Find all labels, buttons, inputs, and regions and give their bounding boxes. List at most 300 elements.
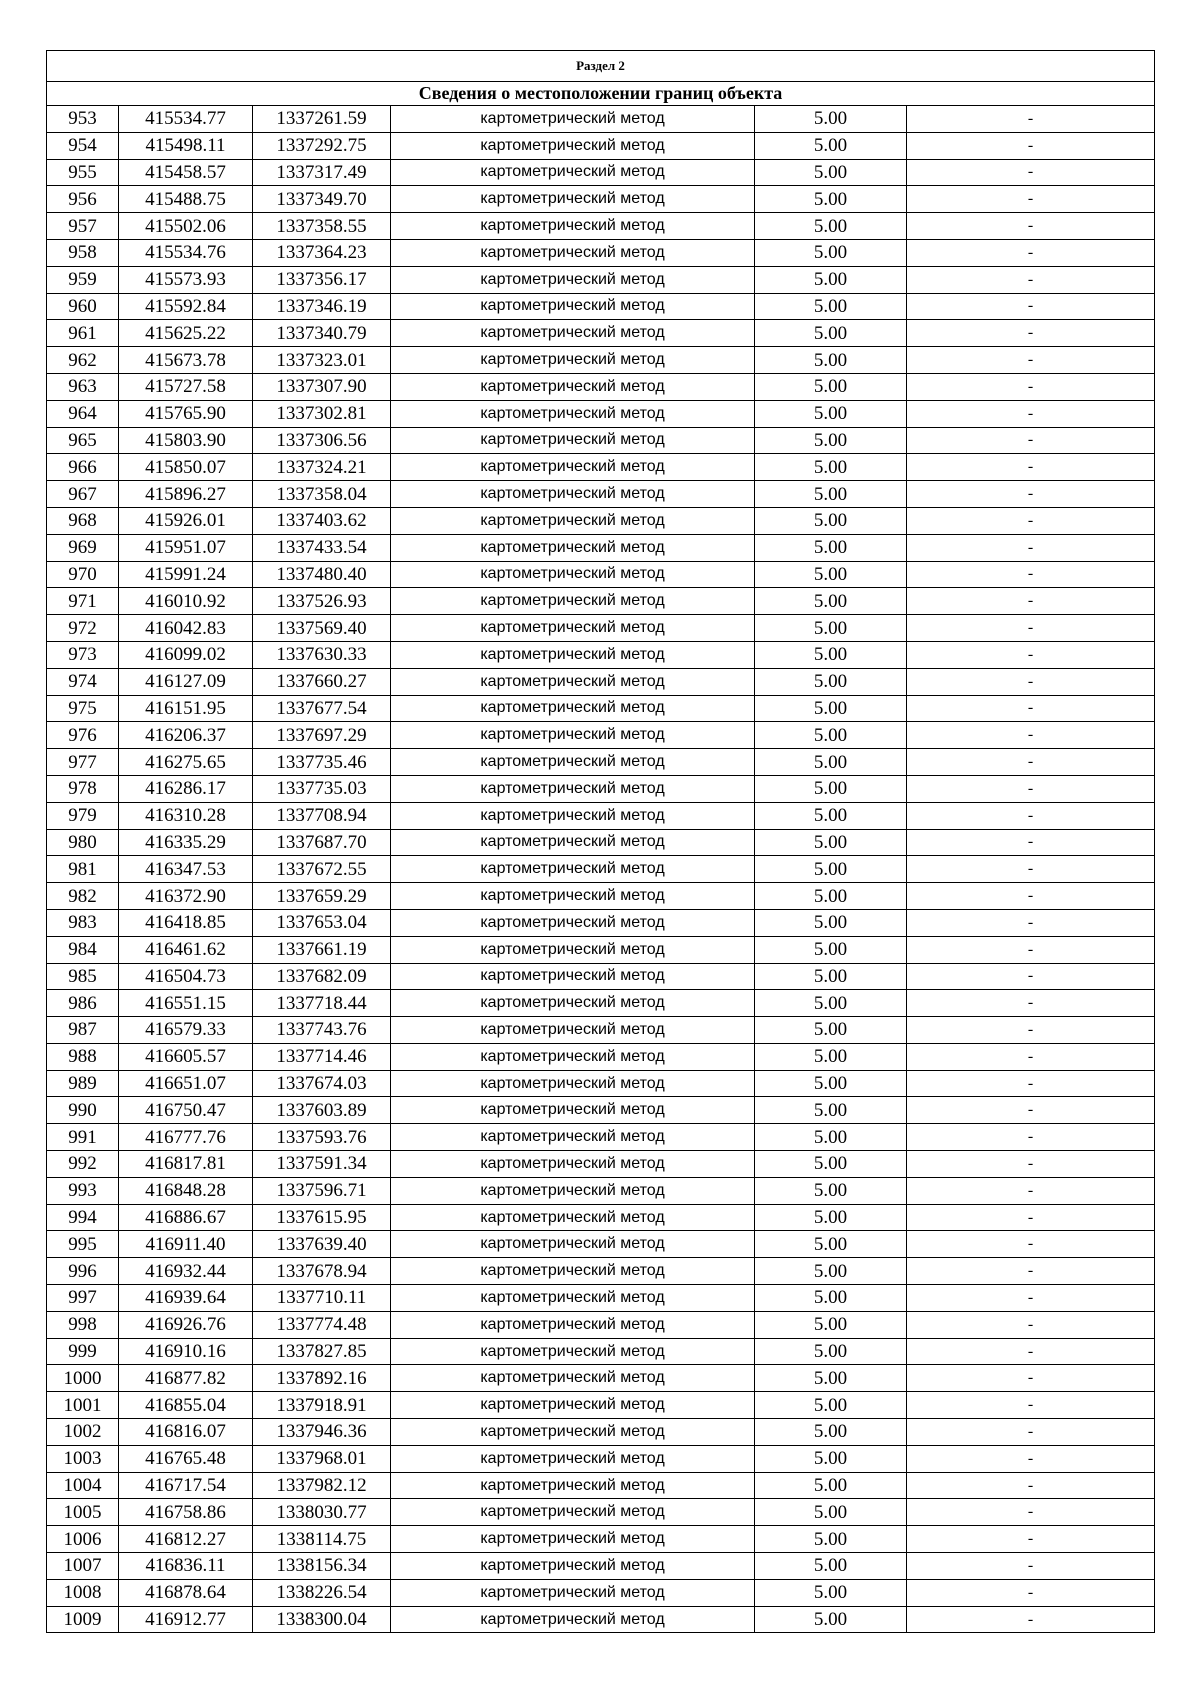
y-coordinate-cell: 1337659.29 [253,883,391,910]
x-coordinate-cell: 416717.54 [119,1472,253,1499]
x-coordinate-cell: 415803.90 [119,427,253,454]
accuracy-cell: 5.00 [755,963,907,990]
table-row [47,802,1155,829]
note-cell: - [907,1177,1155,1204]
point-number-cell: 1008 [47,1579,119,1606]
accuracy-cell: 5.00 [755,1204,907,1231]
y-coordinate-cell: 1337364.23 [253,239,391,266]
point-number-cell: 1007 [47,1553,119,1580]
point-number-cell: 986 [47,990,119,1017]
table-row [47,1285,1155,1312]
note-cell: - [907,883,1155,910]
accuracy-cell: 5.00 [755,1124,907,1151]
note-cell: - [907,106,1155,133]
y-coordinate-cell: 1337480.40 [253,561,391,588]
accuracy-cell: 5.00 [755,1392,907,1419]
point-number-cell: 974 [47,668,119,695]
accuracy-cell: 5.00 [755,1338,907,1365]
y-coordinate-cell: 1337674.03 [253,1070,391,1097]
point-number-cell: 956 [47,186,119,213]
note-cell: - [907,588,1155,615]
y-coordinate-cell: 1338030.77 [253,1499,391,1526]
note-cell: - [907,400,1155,427]
table-row [47,1419,1155,1446]
x-coordinate-cell: 415498.11 [119,132,253,159]
point-number-cell: 996 [47,1258,119,1285]
note-cell: - [907,1311,1155,1338]
x-coordinate-cell: 416765.48 [119,1445,253,1472]
accuracy-cell: 5.00 [755,1579,907,1606]
table-row [47,132,1155,159]
x-coordinate-cell: 416816.07 [119,1419,253,1446]
point-number-cell: 997 [47,1285,119,1312]
y-coordinate-cell: 1337687.70 [253,829,391,856]
method-cell: картометрический метод [391,1285,755,1312]
table-row [47,856,1155,883]
method-cell: картометрический метод [391,668,755,695]
y-coordinate-cell: 1337718.44 [253,990,391,1017]
y-coordinate-cell: 1337349.70 [253,186,391,213]
note-cell: - [907,159,1155,186]
table-title-row [47,82,1155,106]
point-number-cell: 960 [47,293,119,320]
point-number-cell: 994 [47,1204,119,1231]
point-number-cell: 991 [47,1124,119,1151]
x-coordinate-cell: 416911.40 [119,1231,253,1258]
accuracy-cell: 5.00 [755,1070,907,1097]
table-row [47,936,1155,963]
section-label: Раздел 2 [47,51,1155,82]
table-row [47,159,1155,186]
method-cell: картометрический метод [391,373,755,400]
point-number-cell: 977 [47,749,119,776]
y-coordinate-cell: 1337433.54 [253,534,391,561]
x-coordinate-cell: 416579.33 [119,1017,253,1044]
x-coordinate-cell: 416878.64 [119,1579,253,1606]
point-number-cell: 954 [47,132,119,159]
x-coordinate-cell: 416286.17 [119,775,253,802]
y-coordinate-cell: 1337569.40 [253,615,391,642]
note-cell: - [907,1499,1155,1526]
point-number-cell: 988 [47,1043,119,1070]
note-cell: - [907,239,1155,266]
x-coordinate-cell: 415534.77 [119,106,253,133]
y-coordinate-cell: 1337302.81 [253,400,391,427]
x-coordinate-cell: 416418.85 [119,909,253,936]
point-number-cell: 1005 [47,1499,119,1526]
method-cell: картометрический метод [391,615,755,642]
point-number-cell: 995 [47,1231,119,1258]
note-cell: - [907,132,1155,159]
method-cell: картометрический метод [391,695,755,722]
x-coordinate-cell: 415502.06 [119,213,253,240]
point-number-cell: 976 [47,722,119,749]
accuracy-cell: 5.00 [755,1445,907,1472]
table-row [47,588,1155,615]
note-cell: - [907,1124,1155,1151]
y-coordinate-cell: 1337714.46 [253,1043,391,1070]
note-cell: - [907,936,1155,963]
note-cell: - [907,1526,1155,1553]
point-number-cell: 1001 [47,1392,119,1419]
accuracy-cell: 5.00 [755,186,907,213]
x-coordinate-cell: 416605.57 [119,1043,253,1070]
x-coordinate-cell: 416836.11 [119,1553,253,1580]
method-cell: картометрический метод [391,1445,755,1472]
method-cell: картометрический метод [391,1017,755,1044]
x-coordinate-cell: 415727.58 [119,373,253,400]
point-number-cell: 965 [47,427,119,454]
method-cell: картометрический метод [391,1338,755,1365]
x-coordinate-cell: 416504.73 [119,963,253,990]
x-coordinate-cell: 415592.84 [119,293,253,320]
method-cell: картометрический метод [391,159,755,186]
point-number-cell: 980 [47,829,119,856]
y-coordinate-cell: 1338114.75 [253,1526,391,1553]
note-cell: - [907,1553,1155,1580]
note-cell: - [907,722,1155,749]
point-number-cell: 982 [47,883,119,910]
accuracy-cell: 5.00 [755,909,907,936]
table-row [47,829,1155,856]
method-cell: картометрический метод [391,990,755,1017]
method-cell: картометрический метод [391,588,755,615]
y-coordinate-cell: 1337918.91 [253,1392,391,1419]
accuracy-cell: 5.00 [755,132,907,159]
table-row [47,1258,1155,1285]
table-row [47,373,1155,400]
x-coordinate-cell: 416335.29 [119,829,253,856]
note-cell: - [907,561,1155,588]
method-cell: картометрический метод [391,1392,755,1419]
accuracy-cell: 5.00 [755,588,907,615]
accuracy-cell: 5.00 [755,1499,907,1526]
method-cell: картометрический метод [391,1606,755,1633]
note-cell: - [907,186,1155,213]
note-cell: - [907,775,1155,802]
y-coordinate-cell: 1337306.56 [253,427,391,454]
note-cell: - [907,1043,1155,1070]
table-row [47,507,1155,534]
accuracy-cell: 5.00 [755,320,907,347]
note-cell: - [907,1151,1155,1178]
method-cell: картометрический метод [391,1419,755,1446]
table-row [47,1392,1155,1419]
method-cell: картометрический метод [391,909,755,936]
table-row [47,749,1155,776]
y-coordinate-cell: 1337774.48 [253,1311,391,1338]
method-cell: картометрический метод [391,1070,755,1097]
note-cell: - [907,1204,1155,1231]
y-coordinate-cell: 1337661.19 [253,936,391,963]
table-row [47,1177,1155,1204]
note-cell: - [907,1070,1155,1097]
y-coordinate-cell: 1337346.19 [253,293,391,320]
method-cell: картометрический метод [391,239,755,266]
y-coordinate-cell: 1337660.27 [253,668,391,695]
y-coordinate-cell: 1337317.49 [253,159,391,186]
y-coordinate-cell: 1337526.93 [253,588,391,615]
x-coordinate-cell: 416777.76 [119,1124,253,1151]
y-coordinate-cell: 1337982.12 [253,1472,391,1499]
point-number-cell: 972 [47,615,119,642]
note-cell: - [907,1285,1155,1312]
x-coordinate-cell: 416127.09 [119,668,253,695]
method-cell: картометрический метод [391,883,755,910]
note-cell: - [907,373,1155,400]
accuracy-cell: 5.00 [755,775,907,802]
table-row [47,213,1155,240]
y-coordinate-cell: 1337708.94 [253,802,391,829]
method-cell: картометрический метод [391,1553,755,1580]
x-coordinate-cell: 416310.28 [119,802,253,829]
point-number-cell: 993 [47,1177,119,1204]
x-coordinate-cell: 416551.15 [119,990,253,1017]
note-cell: - [907,1472,1155,1499]
accuracy-cell: 5.00 [755,1526,907,1553]
method-cell: картометрический метод [391,186,755,213]
note-cell: - [907,829,1155,856]
note-cell: - [907,990,1155,1017]
x-coordinate-cell: 416347.53 [119,856,253,883]
table-row [47,1365,1155,1392]
y-coordinate-cell: 1337672.55 [253,856,391,883]
x-coordinate-cell: 415625.22 [119,320,253,347]
y-coordinate-cell: 1337261.59 [253,106,391,133]
point-number-cell: 975 [47,695,119,722]
method-cell: картометрический метод [391,320,755,347]
accuracy-cell: 5.00 [755,347,907,374]
note-cell: - [907,320,1155,347]
table-row [47,641,1155,668]
accuracy-cell: 5.00 [755,266,907,293]
point-number-cell: 957 [47,213,119,240]
x-coordinate-cell: 416855.04 [119,1392,253,1419]
accuracy-cell: 5.00 [755,1177,907,1204]
y-coordinate-cell: 1337827.85 [253,1338,391,1365]
table-row [47,695,1155,722]
y-coordinate-cell: 1337639.40 [253,1231,391,1258]
y-coordinate-cell: 1337735.46 [253,749,391,776]
y-coordinate-cell: 1337292.75 [253,132,391,159]
y-coordinate-cell: 1338156.34 [253,1553,391,1580]
accuracy-cell: 5.00 [755,454,907,481]
note-cell: - [907,963,1155,990]
method-cell: картометрический метод [391,1231,755,1258]
table-row [47,615,1155,642]
y-coordinate-cell: 1337593.76 [253,1124,391,1151]
x-coordinate-cell: 415850.07 [119,454,253,481]
table-row [47,293,1155,320]
y-coordinate-cell: 1337678.94 [253,1258,391,1285]
x-coordinate-cell: 415458.57 [119,159,253,186]
table-row [47,1606,1155,1633]
method-cell: картометрический метод [391,1151,755,1178]
point-number-cell: 962 [47,347,119,374]
x-coordinate-cell: 415488.75 [119,186,253,213]
accuracy-cell: 5.00 [755,1231,907,1258]
accuracy-cell: 5.00 [755,668,907,695]
method-cell: картометрический метод [391,106,755,133]
accuracy-cell: 5.00 [755,615,907,642]
point-number-cell: 958 [47,239,119,266]
x-coordinate-cell: 415926.01 [119,507,253,534]
y-coordinate-cell: 1337358.55 [253,213,391,240]
accuracy-cell: 5.00 [755,293,907,320]
method-cell: картометрический метод [391,1097,755,1124]
x-coordinate-cell: 415534.76 [119,239,253,266]
note-cell: - [907,347,1155,374]
point-number-cell: 998 [47,1311,119,1338]
x-coordinate-cell: 416010.92 [119,588,253,615]
table-row [47,1017,1155,1044]
accuracy-cell: 5.00 [755,534,907,561]
accuracy-cell: 5.00 [755,829,907,856]
x-coordinate-cell: 416848.28 [119,1177,253,1204]
table-row [47,909,1155,936]
point-number-cell: 1003 [47,1445,119,1472]
note-cell: - [907,695,1155,722]
table-row [47,1445,1155,1472]
point-number-cell: 985 [47,963,119,990]
table-row [47,106,1155,133]
y-coordinate-cell: 1337358.04 [253,481,391,508]
x-coordinate-cell: 415896.27 [119,481,253,508]
y-coordinate-cell: 1337323.01 [253,347,391,374]
x-coordinate-cell: 416932.44 [119,1258,253,1285]
note-cell: - [907,1392,1155,1419]
accuracy-cell: 5.00 [755,213,907,240]
method-cell: картометрический метод [391,427,755,454]
method-cell: картометрический метод [391,1043,755,1070]
table-row [47,1043,1155,1070]
point-number-cell: 967 [47,481,119,508]
accuracy-cell: 5.00 [755,1017,907,1044]
method-cell: картометрический метод [391,213,755,240]
table-row [47,1526,1155,1553]
note-cell: - [907,427,1155,454]
x-coordinate-cell: 416886.67 [119,1204,253,1231]
table-title: Сведения о местоположении границ объекта [47,82,1155,106]
table-row [47,883,1155,910]
y-coordinate-cell: 1337340.79 [253,320,391,347]
method-cell: картометрический метод [391,534,755,561]
note-cell: - [907,1365,1155,1392]
accuracy-cell: 5.00 [755,1151,907,1178]
method-cell: картометрический метод [391,1177,755,1204]
note-cell: - [907,615,1155,642]
note-cell: - [907,213,1155,240]
point-number-cell: 1000 [47,1365,119,1392]
method-cell: картометрический метод [391,1311,755,1338]
note-cell: - [907,293,1155,320]
point-number-cell: 973 [47,641,119,668]
table-row [47,990,1155,1017]
x-coordinate-cell: 415573.93 [119,266,253,293]
accuracy-cell: 5.00 [755,1097,907,1124]
x-coordinate-cell: 416461.62 [119,936,253,963]
x-coordinate-cell: 416758.86 [119,1499,253,1526]
y-coordinate-cell: 1337596.71 [253,1177,391,1204]
note-cell: - [907,749,1155,776]
point-number-cell: 999 [47,1338,119,1365]
accuracy-cell: 5.00 [755,990,907,1017]
method-cell: картометрический метод [391,454,755,481]
table-row [47,481,1155,508]
method-cell: картометрический метод [391,936,755,963]
method-cell: картометрический метод [391,856,755,883]
method-cell: картометрический метод [391,1579,755,1606]
accuracy-cell: 5.00 [755,641,907,668]
y-coordinate-cell: 1337743.76 [253,1017,391,1044]
accuracy-cell: 5.00 [755,1553,907,1580]
table-row [47,1472,1155,1499]
note-cell: - [907,534,1155,561]
table-row [47,454,1155,481]
method-cell: картометрический метод [391,132,755,159]
note-cell: - [907,1419,1155,1446]
x-coordinate-cell: 416651.07 [119,1070,253,1097]
x-coordinate-cell: 416817.81 [119,1151,253,1178]
y-coordinate-cell: 1337653.04 [253,909,391,936]
method-cell: картометрический метод [391,829,755,856]
boundary-coordinates-table [46,50,1155,1633]
accuracy-cell: 5.00 [755,1285,907,1312]
point-number-cell: 966 [47,454,119,481]
x-coordinate-cell: 416099.02 [119,641,253,668]
accuracy-cell: 5.00 [755,400,907,427]
x-coordinate-cell: 416926.76 [119,1311,253,1338]
method-cell: картометрический метод [391,347,755,374]
x-coordinate-cell: 416939.64 [119,1285,253,1312]
table-row [47,427,1155,454]
note-cell: - [907,454,1155,481]
point-number-cell: 961 [47,320,119,347]
table-row [47,186,1155,213]
table-row [47,1311,1155,1338]
y-coordinate-cell: 1337710.11 [253,1285,391,1312]
note-cell: - [907,668,1155,695]
table-row [47,1204,1155,1231]
accuracy-cell: 5.00 [755,749,907,776]
table-row [47,1338,1155,1365]
point-number-cell: 990 [47,1097,119,1124]
y-coordinate-cell: 1337324.21 [253,454,391,481]
point-number-cell: 983 [47,909,119,936]
x-coordinate-cell: 416206.37 [119,722,253,749]
y-coordinate-cell: 1337615.95 [253,1204,391,1231]
y-coordinate-cell: 1337403.62 [253,507,391,534]
method-cell: картометрический метод [391,507,755,534]
method-cell: картометрический метод [391,1124,755,1151]
point-number-cell: 964 [47,400,119,427]
y-coordinate-cell: 1337735.03 [253,775,391,802]
point-number-cell: 984 [47,936,119,963]
method-cell: картометрический метод [391,1258,755,1285]
accuracy-cell: 5.00 [755,239,907,266]
y-coordinate-cell: 1337356.17 [253,266,391,293]
y-coordinate-cell: 1338300.04 [253,1606,391,1633]
x-coordinate-cell: 416750.47 [119,1097,253,1124]
note-cell: - [907,507,1155,534]
x-coordinate-cell: 416877.82 [119,1365,253,1392]
note-cell: - [907,1017,1155,1044]
point-number-cell: 1002 [47,1419,119,1446]
accuracy-cell: 5.00 [755,1043,907,1070]
y-coordinate-cell: 1337697.29 [253,722,391,749]
note-cell: - [907,1258,1155,1285]
point-number-cell: 1009 [47,1606,119,1633]
